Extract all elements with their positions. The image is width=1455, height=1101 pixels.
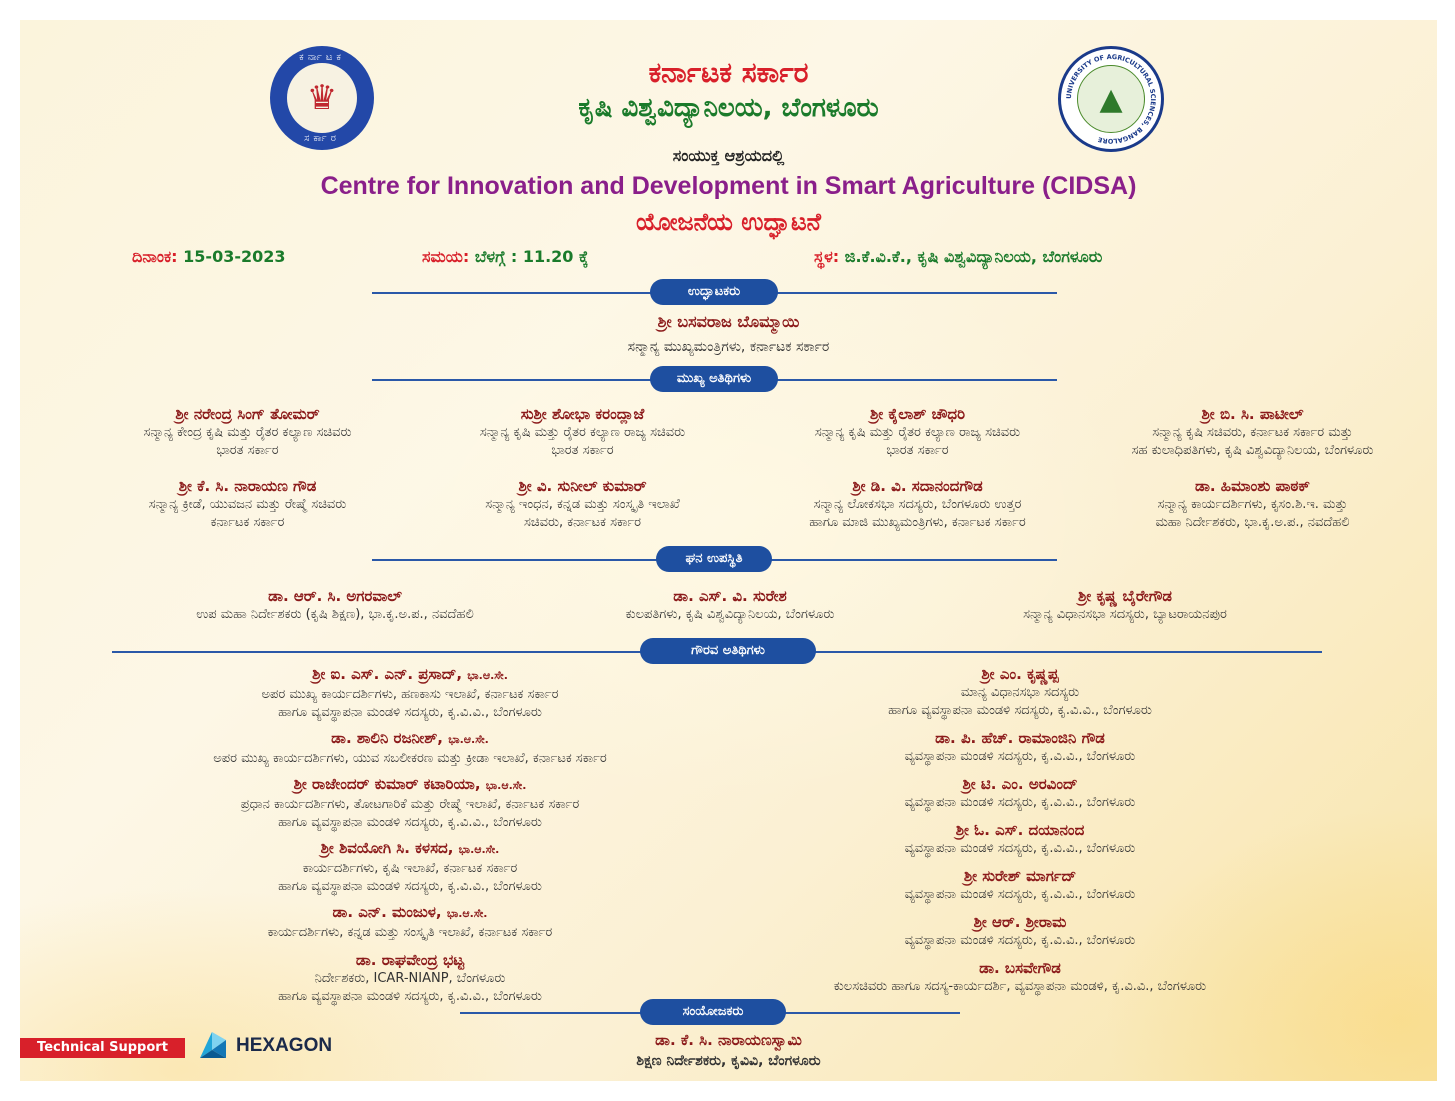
honour-card — [720, 664, 1320, 728]
svg-text:UNIVERSITY OF AGRICULTURAL SCI: UNIVERSITY OF AGRICULTURAL SCIENCES, BANGALORE — [1064, 52, 1158, 146]
guest-card — [415, 476, 750, 532]
date-label: ದಿನಾಂಕ: — [132, 247, 178, 266]
honour-suffix: ಭಾ.ಆ.ಸೇ. — [446, 907, 488, 920]
presence-name: ಡಾ. ಎಸ್. ವಿ. ಸುರೇಶ — [673, 587, 787, 605]
jointly-text: ಸಂಯುಕ್ತ ಆಶ್ರಯದಲ್ಲಿ — [672, 146, 785, 165]
guest-name: ಶ್ರೀ ಡಿ. ವಿ. ಸದಾನಂದಗೌಡ — [852, 477, 983, 495]
guest-card — [750, 476, 1085, 532]
honour-role: ವ್ಯವಸ್ಥಾಪನಾ ಮಂಡಳಿ ಸದಸ್ಯರು, ಕೃ.ವಿ.ವಿ., ಬೆಂಗಳೂರು — [904, 933, 1136, 948]
guest-role: ಸನ್ಮಾನ್ಯ ಕೇಂದ್ರ ಕೃಷಿ ಮತ್ತು ರೈತರ ಕಲ್ಯಾಣ ಸಚಿವರು — [143, 425, 352, 440]
honour-role: ಅಪರ ಮುಖ್ಯ ಕಾರ್ಯದರ್ಶಿಗಳು, ಹಣಕಾಸು ಇಲಾಖೆ, ಕರ್ನಾಟಕ ಸರ್ಕಾರ — [261, 687, 559, 702]
convenor-name: ಡಾ. ಕೆ. ಸಿ. ನಾರಾಯಣಸ್ವಾಮಿ — [655, 1031, 802, 1049]
honour-role-2: ಹಾಗೂ ವ್ಯವಸ್ಥಾಪನಾ ಮಂಡಳಿ ಸದಸ್ಯರು, ಕೃ.ವಿ.ವಿ., ಬೆಂಗಳೂರು — [888, 703, 1152, 718]
presence-desc: ಕುಲಪತಿಗಳು, ಕೃಷಿ ವಿಶ್ವವಿದ್ಯಾನಿಲಯ, ಬೆಂಗಳೂರು — [625, 607, 835, 622]
guest-name: ಡಾ. ಹಿಮಾಂಶು ಪಾಠಕ್ — [1195, 477, 1310, 495]
honour-role: ವ್ಯವಸ್ಥಾಪನಾ ಮಂಡಳಿ ಸದಸ್ಯರು, ಕೃ.ವಿ.ವಿ., ಬೆಂಗಳೂರು — [904, 887, 1136, 902]
guest-role: ಸನ್ಮಾನ್ಯ ಇಂಧನ, ಕನ್ನಡ ಮತ್ತು ಸಂಸ್ಕೃತಿ ಇಲಾಖೆ — [485, 497, 680, 512]
honour-name: ಶ್ರೀ ಶಿವಯೋಗಿ ಸಿ. ಕಳಸದ, — [320, 839, 454, 857]
guest-role: ಸನ್ಮಾನ್ಯ ಕ್ರೀಡೆ, ಯುವಜನ ಮತ್ತು ರೇಷ್ಮೆ ಸಚಿವರು — [148, 497, 347, 512]
honour-name: ಶ್ರೀ ಓ. ಎಸ್. ದಯಾನಂದ — [955, 821, 1085, 839]
honour-role: ಪ್ರಧಾನ ಕಾರ್ಯದರ್ಶಿಗಳು, ತೋಟಗಾರಿಕೆ ಮತ್ತು ರೇಷ್ಮೆ ಇಲಾಖೆ, ಕರ್ನಾಟಕ ಸರ್ಕಾರ — [240, 797, 580, 812]
presence-heading: ಘನ ಉಪಸ್ಥಿತಿ — [656, 546, 772, 572]
guest-name: ಶ್ರೀ ಕೆ. ಸಿ. ನಾರಾಯಣ ಗೌಡ — [178, 477, 317, 495]
guest-card — [415, 404, 750, 460]
honour-role: ಕಾರ್ಯದರ್ಶಿಗಳು, ಕೃಷಿ ಇಲಾಖೆ, ಕರ್ನಾಟಕ ಸರ್ಕಾರ — [302, 861, 518, 876]
govt-title: ಕರ್ನಾಟಕ ಸರ್ಕಾರ — [648, 56, 809, 89]
presence-name: ಡಾ. ಆರ್. ಸಿ. ಅಗರವಾಲ್ — [268, 587, 402, 605]
honour-role: ಅಪರ ಮುಖ್ಯ ಕಾರ್ಯದರ್ಶಿಗಳು, ಯುವ ಸಬಲೀಕರಣ ಮತ್ತು ಕ್ರೀಡಾ ಇಲಾಖೆ, ಕರ್ನಾಟಕ ಸರ್ಕಾರ — [213, 751, 607, 766]
event-venue — [814, 247, 1102, 267]
honour-name: ಡಾ. ಪಿ. ಹೆಚ್. ರಾಮಾಂಜಿನಿ ಗೌಡ — [935, 729, 1105, 747]
honour-role-2: ಹಾಗೂ ವ್ಯವಸ್ಥಾಪನಾ ಮಂಡಳಿ ಸದಸ್ಯರು, ಕೃ.ವಿ.ವಿ., ಬೆಂಗಳೂರು — [278, 879, 542, 894]
honour-guests-heading: ಗೌರವ ಅತಿಥಿಗಳು — [640, 638, 816, 664]
hexagon-logo — [196, 1028, 332, 1064]
inaugurator-name: ಶ್ರೀ ಬಸವರಾಜ ಬೊಮ್ಮಾಯಿ — [657, 312, 800, 331]
honour-role-2: ಹಾಗೂ ವ್ಯವಸ್ಥಾಪನಾ ಮಂಡಳಿ ಸದಸ್ಯರು, ಕೃ.ವಿ.ವಿ., ಬೆಂಗಳೂರು — [278, 989, 542, 1004]
honour-name: ಡಾ. ಬಸವೇಗೌಡ — [979, 959, 1061, 977]
venue-label: ಸ್ಥಳ: — [814, 247, 840, 266]
honour-name: ಶ್ರೀ ಸುರೇಶ್ ಮಾರ್ಗದ್ — [963, 867, 1077, 885]
guest-role: ಸನ್ಮಾನ್ಯ ಲೋಕಸಭಾ ಸದಸ್ಯರು, ಬೆಂಗಳೂರು ಉತ್ತರ — [813, 497, 1022, 512]
presence-desc: ಉಪ ಮಹಾ ನಿರ್ದೇಶಕರು (ಕೃಷಿ ಶಿಕ್ಷಣ), ಭಾ.ಕೃ.ಅ.ಪ., ನವದೆಹಲಿ — [196, 607, 474, 622]
time-value: ಬೆಳಗ್ಗೆ : 11.20 ಕ್ಕೆ — [474, 247, 589, 266]
presence-card — [550, 586, 910, 624]
inaugurator-desc: ಸನ್ಮಾನ್ಯ ಮುಖ್ಯಮಂತ್ರಿಗಳು, ಕರ್ನಾಟಕ ಸರ್ಕಾರ — [627, 339, 830, 355]
honour-role: ನಿರ್ದೇಶಕರು, ICAR-NIANP, ಬೆಂಗಳೂರು — [314, 971, 506, 986]
guest-card — [750, 404, 1085, 460]
honour-role: ಕಾರ್ಯದರ್ಶಿಗಳು, ಕನ್ನಡ ಮತ್ತು ಸಂಸ್ಕೃತಿ ಇಲಾಖೆ, ಕರ್ನಾಟಕ ಸರ್ಕಾರ — [267, 925, 553, 940]
convenor-desc: ಶಿಕ್ಷಣ ನಿರ್ದೇಶಕರು, ಕೃವಿವಿ, ಬೆಂಗಳೂರು — [636, 1053, 821, 1069]
time-label: ಸಮಯ: — [422, 247, 470, 266]
honour-card — [720, 912, 1320, 958]
hexagon-icon — [196, 1028, 232, 1064]
honour-name: ಶ್ರೀ ಟಿ. ಎಂ. ಅರವಿಂದ್ — [962, 775, 1078, 793]
guest-org: ಭಾರತ ಸರ್ಕಾರ — [886, 443, 949, 458]
honour-role-2: ಹಾಗೂ ವ್ಯವಸ್ಥಾಪನಾ ಮಂಡಳಿ ಸದಸ್ಯರು, ಕೃ.ವಿ.ವಿ., ಬೆಂಗಳೂರು — [278, 705, 542, 720]
honour-name: ಶ್ರೀ ರಾಜೇಂದರ್ ಕುಮಾರ್ ಕಟಾರಿಯಾ, — [293, 775, 481, 793]
honour-name: ಡಾ. ರಾಘವೇಂದ್ರ ಭಟ್ಟ — [355, 951, 465, 969]
honour-card — [120, 902, 700, 950]
guest-org: ಭಾರತ ಸರ್ಕಾರ — [216, 443, 279, 458]
convenor-heading: ಸಂಯೋಜಕರು — [640, 999, 786, 1025]
presence-name: ಶ್ರೀ ಕೃಷ್ಣ ಬೈರೇಗೌಡ — [1078, 587, 1172, 605]
honour-card — [120, 838, 700, 902]
honour-name: ಶ್ರೀ ಆರ್. ಶ್ರೀರಾಮ — [973, 913, 1067, 931]
guest-role: ಸನ್ಮಾನ್ಯ ಕಾರ್ಯದರ್ಶಿಗಳು, ಕೃಸಂ.ಶಿ.ಇ. ಮತ್ತು — [1157, 497, 1348, 512]
honour-role: ವ್ಯವಸ್ಥಾಪನಾ ಮಂಡಳಿ ಸದಸ್ಯರು, ಕೃ.ವಿ.ವಿ., ಬೆಂಗಳೂರು — [904, 749, 1136, 764]
honour-card — [720, 728, 1320, 774]
honour-role: ಕುಲಸಚಿವರು ಹಾಗೂ ಸದಸ್ಯ-ಕಾರ್ಯದರ್ಶಿ, ವ್ಯವಸ್ಥಾಪನಾ ಮಂಡಳಿ, ಕೃ.ವಿ.ವಿ., ಬೆಂಗಳೂರು — [833, 979, 1207, 994]
event-time — [422, 247, 588, 267]
presence-card — [120, 586, 550, 624]
guest-name: ಶ್ರೀ ನರೇಂದ್ರ ಸಿಂಗ್ ತೋಮರ್ — [175, 405, 320, 423]
honour-card — [720, 774, 1320, 820]
honour-suffix: ಭಾ.ಆ.ಸೇ. — [448, 733, 489, 746]
honour-suffix: ಭಾ.ಆ.ಸೇ. — [485, 779, 527, 792]
presence-row — [120, 586, 1340, 624]
honour-suffix: ಭಾ.ಆ.ಸೇ. — [467, 669, 508, 682]
honour-name: ಡಾ. ಶಾಲಿನಿ ರಜನೀಶ್, — [331, 729, 443, 747]
hexagon-wordmark: HEXAGON — [236, 1035, 333, 1056]
chief-guests-heading: ಮುಖ್ಯ ಅತಿಥಿಗಳು — [650, 366, 778, 392]
technical-support-badge: Technical Support — [20, 1038, 185, 1058]
honour-right-column — [720, 664, 1320, 1004]
guest-card — [1085, 476, 1420, 532]
honour-left-column — [120, 664, 700, 1010]
guest-card — [1085, 404, 1420, 460]
guest-org: ಭಾರತ ಸರ್ಕಾರ — [551, 443, 614, 458]
seal-bottom-text: ಸರ್ಕಾರ — [304, 133, 340, 144]
guest-org: ಸಚಿವರು, ಕರ್ನಾಟಕ ಸರ್ಕಾರ — [523, 515, 642, 530]
presence-card — [910, 586, 1340, 624]
honour-name: ಶ್ರೀ ಐ. ಎಸ್. ಎನ್. ಪ್ರಸಾದ್, — [312, 665, 463, 683]
guest-name: ಸುಶ್ರೀ ಶೋಭಾ ಕರಂದ್ಲಾಜೆ — [520, 405, 645, 423]
guest-org: ಹಾಗೂ ಮಾಜಿ ಮುಖ್ಯಮಂತ್ರಿಗಳು, ಕರ್ನಾಟಕ ಸರ್ಕಾರ — [809, 515, 1026, 530]
guest-role: ಸನ್ಮಾನ್ಯ ಕೃಷಿ ಮತ್ತು ರೈತರ ಕಲ್ಯಾಣ ರಾಜ್ಯ ಸಚಿವರು — [479, 425, 686, 440]
invitation-card — [20, 20, 1437, 1081]
honour-role: ವ್ಯವಸ್ಥಾಪನಾ ಮಂಡಳಿ ಸದಸ್ಯರು, ಕೃ.ವಿ.ವಿ., ಬೆಂಗಳೂರು — [904, 795, 1136, 810]
guest-card — [80, 404, 415, 460]
event-date — [132, 247, 286, 267]
centre-title: Centre for Innovation and Development in Smart Agriculture (CIDSA) — [320, 172, 1137, 200]
inauguration-title: ಯೋಜನೆಯ ಉದ್ಘಾಟನೆ — [636, 208, 821, 236]
honour-card — [120, 664, 700, 728]
guest-role: ಸನ್ಮಾನ್ಯ ಕೃಷಿ ಸಚಿವರು, ಕರ್ನಾಟಕ ಸರ್ಕಾರ ಮತ್ತು — [1152, 425, 1353, 440]
honour-card — [720, 820, 1320, 866]
honour-card — [720, 958, 1320, 1004]
honour-role-2: ಹಾಗೂ ವ್ಯವಸ್ಥಾಪನಾ ಮಂಡಳಿ ಸದಸ್ಯರು, ಕೃ.ವಿ.ವಿ., ಬೆಂಗಳೂರು — [278, 815, 542, 830]
honour-name: ಡಾ. ಎನ್. ಮಂಜುಳ, — [332, 903, 442, 921]
inaugurator-heading: ಉದ್ಘಾಟಕರು — [650, 279, 778, 305]
guest-name: ಶ್ರೀ ಬಿ. ಸಿ. ಪಾಟೀಲ್ — [1201, 405, 1304, 423]
guest-org: ಮಹಾ ನಿರ್ದೇಶಕರು, ಭಾ.ಕೃ.ಅ.ಪ., ನವದೆಹಲಿ — [1155, 515, 1350, 530]
date-value: 15-03-2023 — [183, 247, 286, 266]
wheat-icon: ▲ — [1077, 65, 1145, 133]
honour-role: ವ್ಯವಸ್ಥಾಪನಾ ಮಂಡಳಿ ಸದಸ್ಯರು, ಕೃ.ವಿ.ವಿ., ಬೆಂಗಳೂರು — [904, 841, 1136, 856]
honour-name: ಶ್ರೀ ಎಂ. ಕೃಷ್ಣಪ್ಪ — [981, 665, 1059, 683]
honour-role: ಮಾನ್ಯ ವಿಧಾನಸಭಾ ಸದಸ್ಯರು — [960, 685, 1080, 700]
honour-card — [120, 774, 700, 838]
guest-org: ಕರ್ನಾಟಕ ಸರ್ಕಾರ — [210, 515, 285, 530]
presence-desc: ಸನ್ಮಾನ್ಯ ವಿಧಾನಸಭಾ ಸದಸ್ಯರು, ಬ್ಯಾಟರಾಯನಪುರ — [1023, 607, 1227, 622]
university-title: ಕೃಷಿ ವಿಶ್ವವಿದ್ಯಾನಿಲಯ, ಬೆಂಗಳೂರು — [578, 93, 879, 123]
guest-card — [80, 476, 415, 532]
guest-org: ಸಹ ಕುಲಾಧಿಪತಿಗಳು, ಕೃಷಿ ವಿಶ್ವವಿದ್ಯಾನಿಲಯ, ಬೆಂಗಳೂರು — [1131, 443, 1374, 458]
honour-card — [720, 866, 1320, 912]
venue-value: ಜಿ.ಕೆ.ವಿ.ಕೆ., ಕೃಷಿ ವಿಶ್ವವಿದ್ಯಾನಿಲಯ, ಬೆಂಗಳೂರು — [844, 247, 1103, 266]
honour-card — [120, 950, 700, 1010]
guest-role: ಸನ್ಮಾನ್ಯ ಕೃಷಿ ಮತ್ತು ರೈತರ ಕಲ್ಯಾಣ ರಾಜ್ಯ ಸಚಿವರು — [814, 425, 1021, 440]
emblem-icon: ♛ — [287, 63, 357, 133]
honour-card — [120, 728, 700, 774]
chief-guests-row-1 — [80, 404, 1420, 460]
guest-name: ಶ್ರೀ ಕೈಲಾಶ್ ಚೌಧರಿ — [869, 405, 966, 423]
seal-top-text: ಕರ್ನಾಟಕ — [299, 52, 345, 63]
chief-guests-row-2 — [80, 476, 1420, 532]
guest-name: ಶ್ರೀ ವಿ. ಸುನೀಲ್ ಕುಮಾರ್ — [518, 477, 647, 495]
honour-suffix: ಭಾ.ಆ.ಸೇ. — [458, 843, 500, 856]
